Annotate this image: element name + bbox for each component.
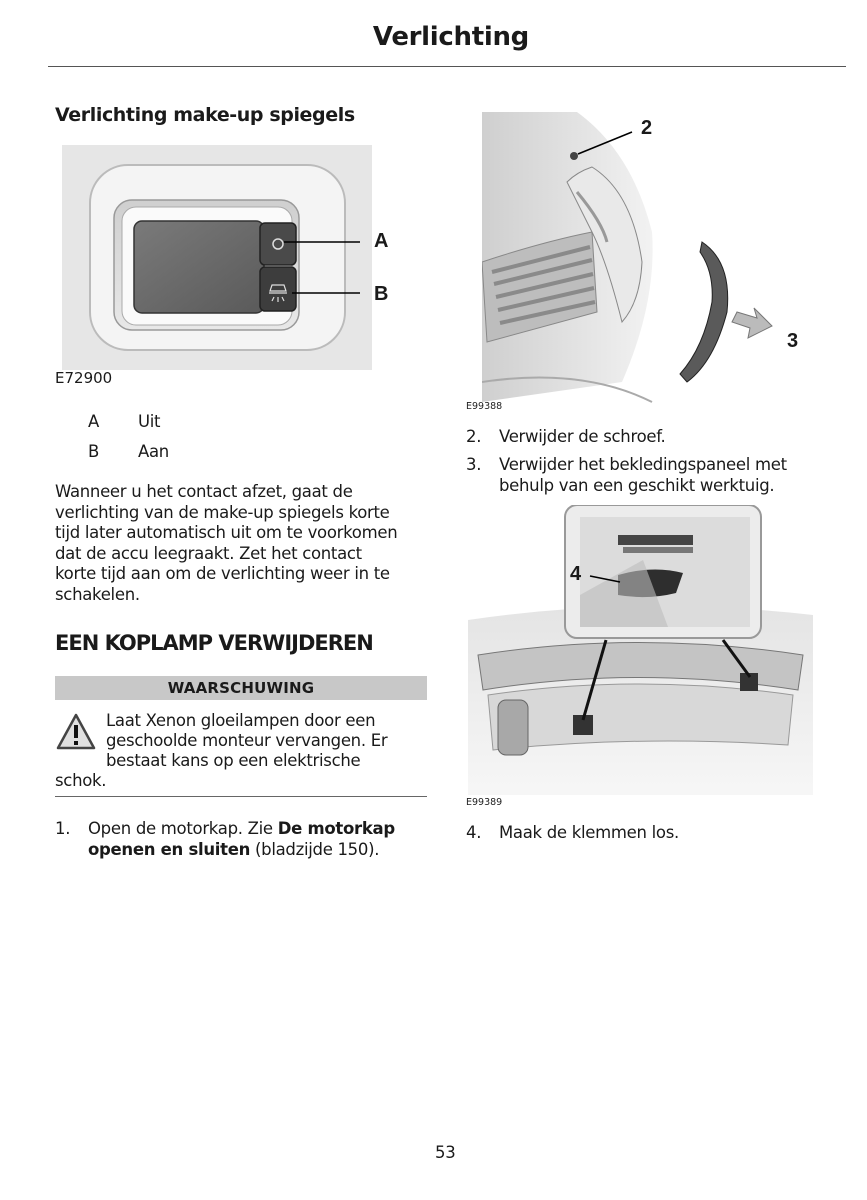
headlamp-clips-illustration [468, 505, 813, 795]
warning-line: bestaat kans op een elektrische [106, 751, 361, 770]
callout-4: 4 [570, 563, 582, 585]
figure-code-e72900: E72900 [55, 369, 113, 387]
step-4-number: 4. [466, 823, 482, 842]
step-1-text-b: (bladzijde 150). [250, 839, 380, 859]
warning-line: geschoolde monteur vervangen. Er [106, 731, 388, 750]
page-number: 53 [435, 1143, 456, 1162]
step-1-text [88, 819, 433, 860]
warning-line: Laat Xenon gloeilampen door een [106, 711, 376, 730]
warning-triangle-icon [56, 712, 96, 752]
step-2-number: 2. [466, 427, 482, 446]
step-4-text: Maak de klemmen los. [499, 823, 679, 842]
callout-3: 3 [787, 330, 799, 352]
warning-title-bar: WAARSCHUWING [55, 676, 427, 700]
paragraph-line: korte tijd aan om de verlichting weer in te [55, 564, 390, 583]
warning-bottom-rule [55, 796, 427, 797]
figure-code-e99389: E99389 [466, 797, 503, 808]
step-1-text-a: Open de motorkap. Zie [88, 819, 278, 838]
callout-2: 2 [641, 117, 653, 139]
step-1-ref-link-a[interactable]: De motorkap [277, 819, 395, 838]
paragraph-line: verlichting van de make-up spiegels korte [55, 502, 390, 522]
paragraph-line: tijd later automatisch uit om te voorkomen [55, 523, 398, 542]
section-heading: EEN KOPLAMP VERWIJDEREN [55, 631, 373, 655]
step-2-text: Verwijder de schroef. [499, 427, 666, 446]
callout-a: A [374, 230, 389, 252]
mirror-lighting-heading: Verlichting make-up spiegels [55, 104, 355, 126]
paragraph-line: Wanneer u het contact afzet, gaat de [55, 482, 353, 501]
step-3-line: behulp van een geschikt werktuig. [499, 476, 775, 495]
headlamp-screw-figure [482, 112, 812, 412]
figure-code-e99388: E99388 [466, 401, 503, 412]
headlamp-clips-figure [468, 505, 813, 795]
warning-line: schok. [55, 771, 107, 790]
mirror-switch-figure [62, 145, 372, 370]
legend-value-b: Aan [138, 442, 169, 461]
page-title: Verlichting [372, 22, 529, 52]
step-1-ref-link-b[interactable]: openen en sluiten [88, 839, 251, 859]
legend-key-b: B [88, 442, 100, 461]
step-3-number: 3. [466, 455, 482, 474]
step-1-number: 1. [55, 819, 71, 838]
mirror-lighting-paragraph [55, 482, 435, 605]
paragraph-line: dat de accu leegraakt. Zet het contact [55, 543, 362, 563]
callout-b: B [374, 283, 389, 305]
mirror-switch-illustration [62, 145, 372, 370]
title-divider [48, 66, 846, 67]
legend-key-a: A [88, 412, 99, 431]
headlamp-screw-illustration [482, 112, 812, 412]
step-3-line: Verwijder het bekledingspaneel met [499, 455, 787, 474]
paragraph-line: schakelen. [55, 584, 140, 604]
legend-value-a: Uit [138, 412, 161, 431]
